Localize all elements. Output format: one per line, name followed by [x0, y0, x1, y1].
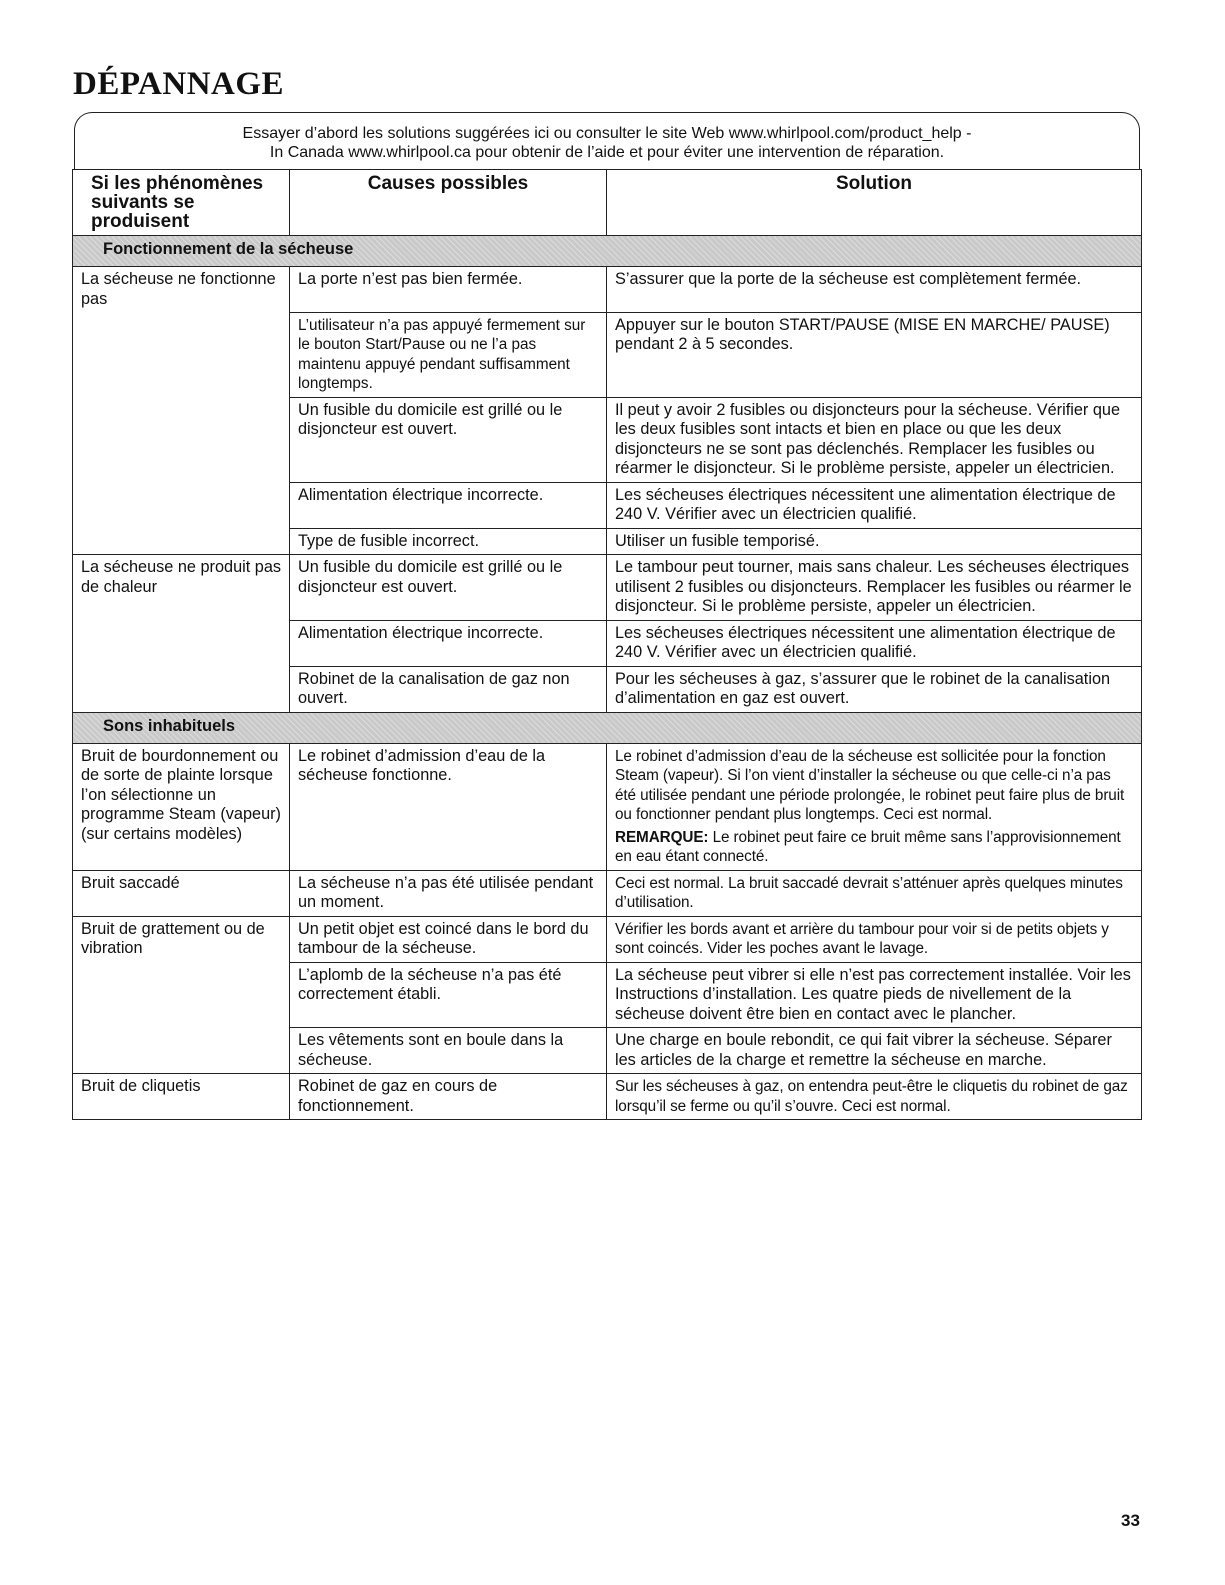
solution-cell: S’assurer que la porte de la sécheuse est complètement fermée. [607, 267, 1142, 313]
symptom-cell: La sécheuse ne fonctionne pas [73, 267, 290, 313]
symptom-cell: La sécheuse ne produit pas de chaleur [73, 555, 290, 621]
solution-cell: Le tambour peut tourner, mais sans chaleur. Les sécheuses électriques utilisent 2 fusibles ou disjoncteurs. Remplacer les fusibles ou réarmer le disjoncteur. Si le problème persiste, appeler un électricien. [607, 555, 1142, 621]
table-row [73, 1028, 1142, 1074]
solution-cell: Il peut y avoir 2 fusibles ou disjoncteurs pour la sécheuse. Vérifier que les deux fusibles sont intacts et bien en place ou que les deux disjoncteurs ne se sont pas déclenchés. Remplacer les fusibles ou réarmer le disjoncteur. Si le problème persiste, appeler un électricien. [607, 397, 1142, 482]
solution-cell: Utiliser un fusible temporisé. [607, 528, 1142, 555]
cause-cell: Alimentation électrique incorrecte. [290, 620, 607, 666]
solution-cell: Une charge en boule rebondit, ce qui fait vibrer la sécheuse. Séparer les articles de la charge et remettre la sécheuse en marche. [607, 1028, 1142, 1074]
table-row [73, 962, 1142, 1028]
solution-cell: Les sécheuses électriques nécessitent une alimentation électrique de 240 V. Vérifier avec un électricien qualifié. [607, 620, 1142, 666]
troubleshooting-table [72, 169, 1142, 1120]
cause-cell: Un fusible du domicile est grillé ou le disjoncteur est ouvert. [290, 397, 607, 482]
note-label: REMARQUE: [615, 828, 709, 846]
note-paragraph [615, 828, 1135, 867]
symptom-cell [73, 482, 290, 528]
table-row [73, 482, 1142, 528]
cause-cell: La porte n’est pas bien fermée. [290, 267, 607, 313]
header-solution: Solution [607, 170, 1142, 236]
header-symptom: Si les phénomènes suivants se produisent [73, 170, 290, 236]
page-title: DÉPANNAGE [73, 66, 285, 102]
cause-cell: L’aplomb de la sécheuse n’a pas été correctement établi. [290, 962, 607, 1028]
section-header-row [73, 712, 1142, 743]
symptom-cell: Bruit saccadé [73, 870, 290, 916]
cause-cell: Les vêtements sont en boule dans la sécheuse. [290, 1028, 607, 1074]
table-row [73, 397, 1142, 482]
header-cause: Causes possibles [290, 170, 607, 236]
solution-cell: Ceci est normal. La bruit saccadé devrait s’atténuer après quelques minutes d’utilisation. [607, 870, 1142, 916]
table-row [73, 620, 1142, 666]
section-header-row [73, 236, 1142, 267]
symptom-cell: Bruit de cliquetis [73, 1074, 290, 1120]
solution-cell: La sécheuse peut vibrer si elle n’est pas correctement installée. Voir les Instructions d’installation. Les quatre pieds de nivellement de la sécheuse doivent être bien en contact avec le plancher. [607, 962, 1142, 1028]
section-title: Fonctionnement de la sécheuse [73, 236, 1142, 267]
section-title: Sons inhabituels [73, 712, 1142, 743]
cause-cell: Un petit objet est coincé dans le bord du tambour de la sécheuse. [290, 916, 607, 962]
intro-line-2: In Canada www.whirlpool.ca pour obtenir de l’aide et pour éviter une intervention de réparation. [269, 144, 945, 161]
symptom-cell [73, 962, 290, 1028]
solution-cell [607, 743, 1142, 870]
table-row [73, 870, 1142, 916]
cause-cell: Robinet de gaz en cours de fonctionnement. [290, 1074, 607, 1120]
note-text: Le robinet peut faire ce bruit même sans l’approvisionnement en eau étant connecté. [615, 828, 1121, 865]
symptom-cell [73, 666, 290, 712]
solution-cell: Vérifier les bords avant et arrière du tambour pour voir si de petits objets y sont coincés. Vider les poches avant le lavage. [607, 916, 1142, 962]
symptom-cell: Bruit de bourdonnement ou de sorte de plainte lorsque l’on sélectionne un programme Steam (vapeur) (sur certains modèles) [73, 743, 290, 870]
cause-cell: Le robinet d’admission d’eau de la sécheuse fonctionne. [290, 743, 607, 870]
table-row [73, 1074, 1142, 1120]
symptom-cell [73, 1028, 290, 1074]
solution-cell: Les sécheuses électriques nécessitent une alimentation électrique de 240 V. Vérifier avec un électricien qualifié. [607, 482, 1142, 528]
solution-cell: Pour les sécheuses à gaz, s’assurer que le robinet de la canalisation d’alimentation en gaz est ouvert. [607, 666, 1142, 712]
table-row [73, 312, 1142, 397]
symptom-cell [73, 620, 290, 666]
cause-cell: L’utilisateur n’a pas appuyé fermement sur le bouton Start/Pause ou ne l’a pas maintenu appuyé pendant suffisamment longtemps. [290, 312, 607, 397]
symptom-cell [73, 312, 290, 397]
table-row [73, 555, 1142, 621]
table-row [73, 528, 1142, 555]
cause-cell: Un fusible du domicile est grillé ou le disjoncteur est ouvert. [290, 555, 607, 621]
solution-cell: Sur les sécheuses à gaz, on entendra peut-être le cliquetis du robinet de gaz lorsqu’il se ferme ou qu’il s’ouvre. Ceci est normal. [607, 1074, 1142, 1120]
intro-box [74, 112, 1140, 170]
solution-text: Le robinet d’admission d’eau de la sécheuse est sollicitée pour la fonction Steam (vapeur). Si l’on vient d’installer la sécheuse ou que celle-ci n’a pas été utilisée pendant une période prolongée, le robinet peut faire plus de bruit ou fonctionner pendant plus longtemps. Ceci est normal. [615, 747, 1125, 823]
table-header-row [73, 170, 1142, 236]
table-row [73, 666, 1142, 712]
intro-line-1: Essayer d’abord les solutions suggérées ici ou consulter le site Web www.whirlpool.com/product_help - [242, 125, 972, 142]
table-row [73, 743, 1142, 870]
page-number: 33 [1121, 1511, 1140, 1530]
cause-cell: Robinet de la canalisation de gaz non ouvert. [290, 666, 607, 712]
cause-cell: La sécheuse n’a pas été utilisée pendant un moment. [290, 870, 607, 916]
solution-cell: Appuyer sur le bouton START/PAUSE (MISE EN MARCHE/ PAUSE) pendant 2 à 5 secondes. [607, 312, 1142, 397]
symptom-cell [73, 528, 290, 555]
cause-cell: Alimentation électrique incorrecte. [290, 482, 607, 528]
symptom-cell [73, 397, 290, 482]
symptom-cell: Bruit de grattement ou de vibration [73, 916, 290, 962]
table-row [73, 916, 1142, 962]
table-row [73, 267, 1142, 313]
cause-cell: Type de fusible incorrect. [290, 528, 607, 555]
